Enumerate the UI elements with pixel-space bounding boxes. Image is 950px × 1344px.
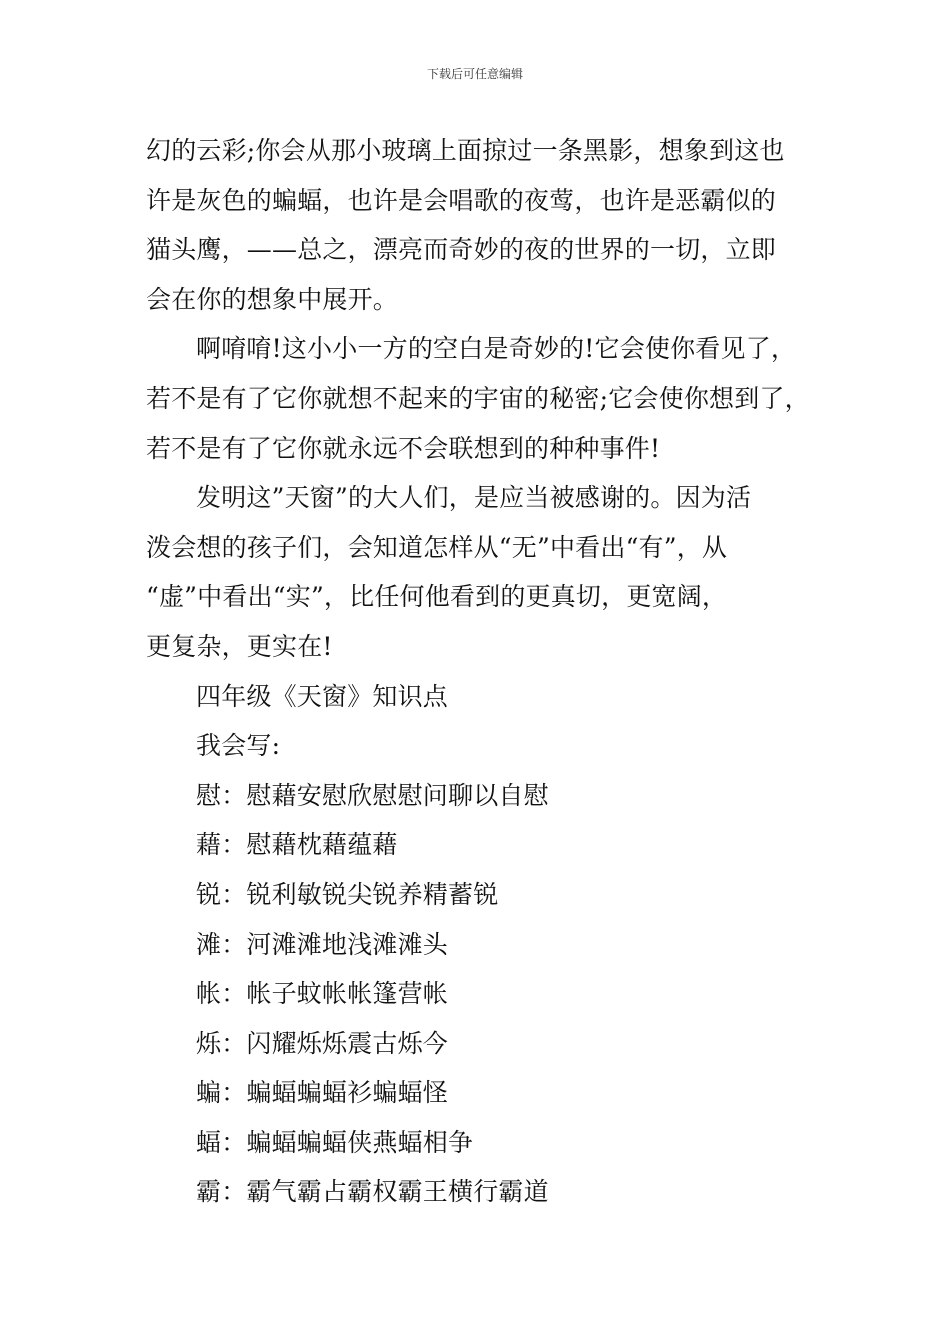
text-line: 猫头鹰，——总之，漂亮而奇妙的夜的世界的一切，立即	[146, 235, 777, 265]
subsection-heading: 我会写:	[196, 731, 281, 761]
paragraph-start: 发明这”天窗”的大人们，是应当被感谢的。因为活	[196, 483, 752, 513]
section-heading: 四年级《天窗》知识点	[196, 681, 449, 711]
vocab-item: 滩：河滩滩地浅滩滩头	[196, 929, 449, 959]
paragraph-start: 啊唷唷!这小小一方的空白是奇妙的!它会使你看见了，	[196, 334, 797, 364]
text-line: 若不是有了它你就永远不会联想到的种种事件!	[146, 433, 661, 463]
vocab-item: 慰：慰藉安慰欣慰慰问聊以自慰	[196, 780, 549, 810]
text-line: “虚”中看出“实”，比任何他看到的更真切，更宽阔，	[146, 582, 728, 612]
vocab-item: 藉：慰藉枕藉蕴藉	[196, 830, 398, 860]
document-body	[146, 126, 826, 1217]
vocab-item: 霸：霸气霸占霸权霸王横行霸道	[196, 1177, 549, 1207]
text-line: 泼会想的孩子们，会知道怎样从“无”中看出“有”，从	[146, 532, 728, 562]
vocab-item: 帐：帐子蚊帐帐篷营帐	[196, 979, 449, 1009]
vocab-item: 蝠：蝙蝠蝙蝠侠燕蝠相争	[196, 1127, 474, 1157]
text-line: 幻的云彩;你会从那小玻璃上面掠过一条黑影，想象到这也	[146, 136, 785, 165]
text-line: 若不是有了它你就想不起来的宇宙的秘密;它会使你想到了，	[146, 383, 810, 413]
text-line: 许是灰色的蝙蝠，也许是会唱歌的夜莺，也许是恶霸似的	[146, 185, 777, 215]
vocab-item: 烁：闪耀烁烁震古烁今	[196, 1028, 449, 1058]
page-header: 下载后可任意编辑	[426, 67, 523, 81]
text-line: 更复杂，更实在!	[146, 631, 333, 661]
vocab-item: 蝙：蝙蝠蝙蝠衫蝙蝠怪	[196, 1078, 449, 1108]
text-line: 会在你的想象中展开。	[146, 284, 399, 314]
vocab-item: 锐：锐利敏锐尖锐养精蓄锐	[196, 879, 499, 909]
